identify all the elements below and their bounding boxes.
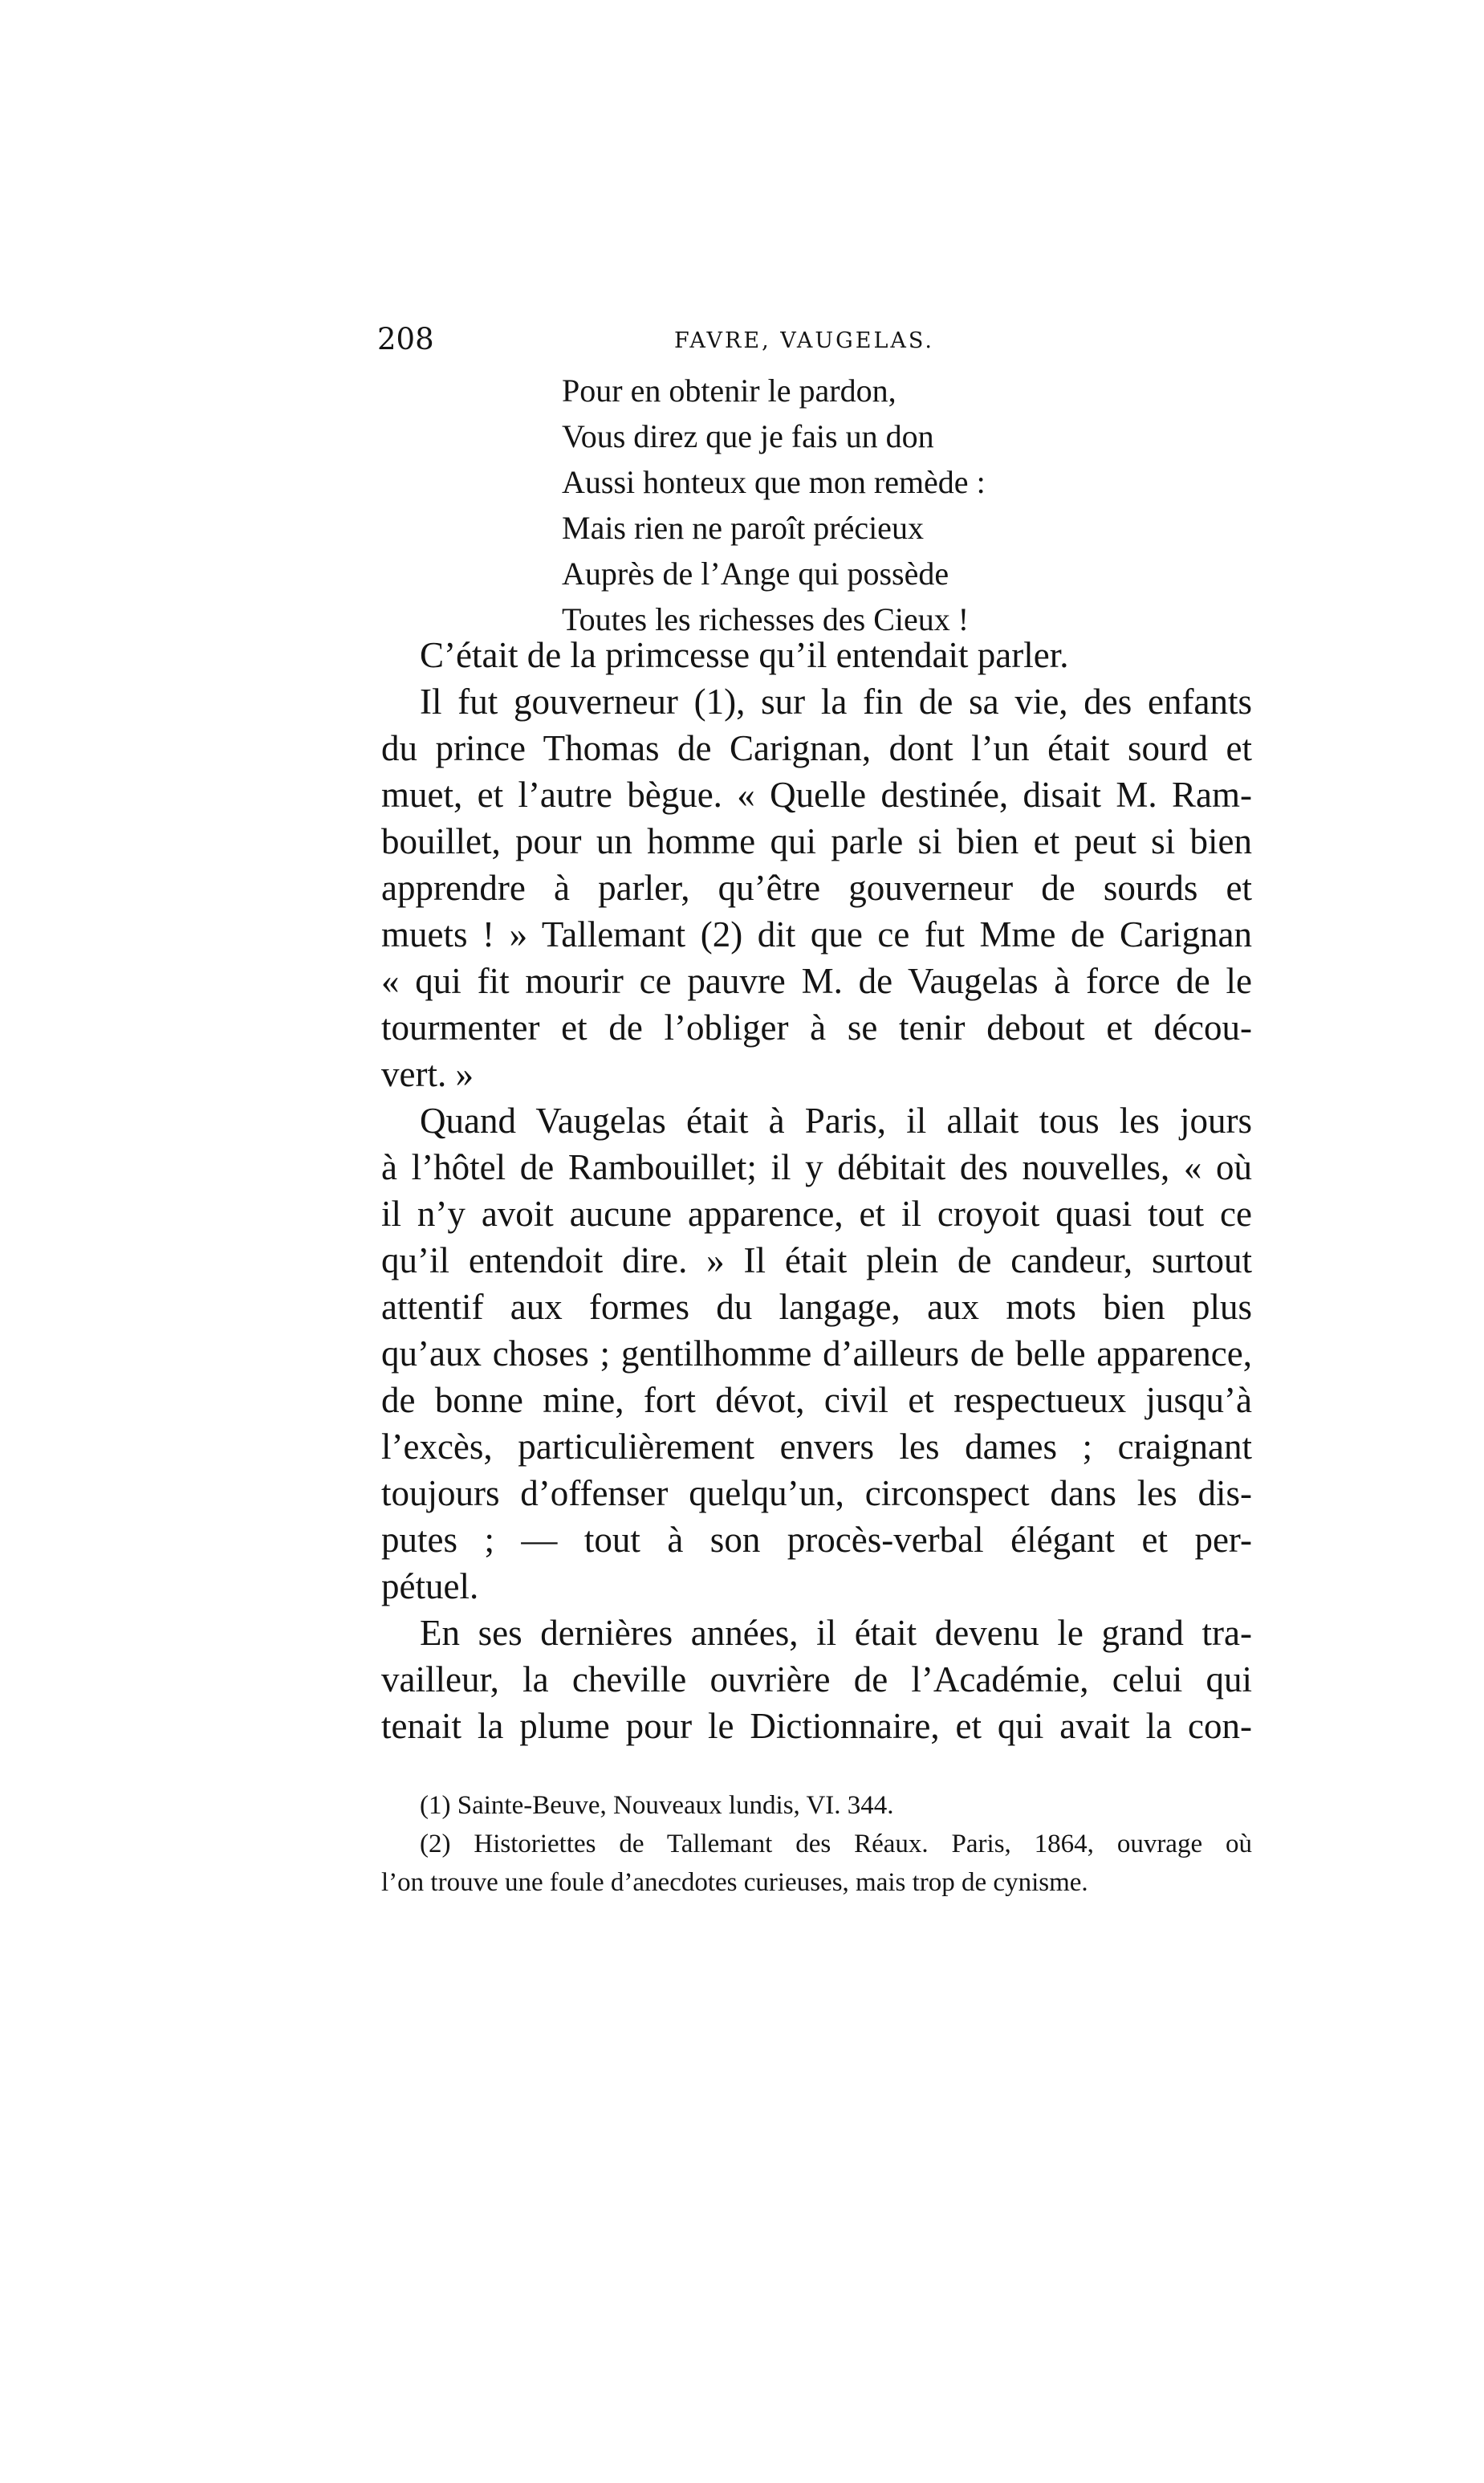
verse-line: Pour en obtenir le pardon, xyxy=(562,372,896,409)
text-line: à l’hôtel de Rambouillet; il y débitait des nouvelles, « où xyxy=(381,1147,1252,1187)
text-line: qu’il entendoit dire. » Il était plein de candeur, surtout xyxy=(381,1240,1252,1280)
verse-line: Toutes les richesses des Cieux ! xyxy=(562,601,970,637)
footnote: (1) Sainte-Beuve, Nouveaux lundis, VI. 344. xyxy=(420,1791,894,1820)
text-line: apprendre à parler, qu’être gouverneur de sourds et xyxy=(381,868,1252,908)
footnotes xyxy=(381,1786,1252,1902)
text-line: toujours d’offenser quelqu’un, circonspect dans les dis- xyxy=(381,1473,1252,1513)
text-line: tourmenter et de l’obliger à se tenir debout et décou- xyxy=(381,1007,1252,1048)
text-line: qu’aux choses ; gentilhomme d’ailleurs de belle apparence, xyxy=(381,1333,1252,1374)
text-line: l’excès, particulièrement envers les dames ; craignant xyxy=(381,1427,1252,1467)
text-line: Il fut gouverneur (1), sur la fin de sa vie, des enfants xyxy=(420,682,1252,722)
verse-quotation xyxy=(562,368,1284,642)
verse-line: Auprès de l’Ange qui possède xyxy=(562,556,949,592)
text-line: putes ; — tout à son procès-verbal élégant et per- xyxy=(381,1520,1252,1560)
text-line: il n’y avoit aucune apparence, et il croyoit quasi tout ce xyxy=(381,1194,1252,1234)
running-head: FAVRE, VAUGELAS. xyxy=(674,328,934,353)
body-text xyxy=(381,632,1252,1749)
text-line: muets ! » Tallemant (2) dit que ce fut Mme de Carignan xyxy=(381,914,1252,955)
verse-line: Aussi honteux que mon remède : xyxy=(562,464,986,500)
text-line: attentif aux formes du langage, aux mots bien plus xyxy=(381,1287,1252,1327)
footnote: (2) Historiettes de Tallemant des Réaux. Paris, 1864, ouvrage où xyxy=(420,1830,1252,1858)
text-line: de bonne mine, fort dévot, civil et respectueux jusqu’à xyxy=(381,1380,1252,1420)
text-line: En ses dernières années, il était devenu le grand tra- xyxy=(420,1613,1252,1653)
page-header xyxy=(377,320,1260,360)
text-line: C’était de la primcesse qu’il entendait parler. xyxy=(420,635,1069,675)
text-line: Quand Vaugelas était à Paris, il allait tous les jours xyxy=(420,1101,1252,1141)
text-line: bouillet, pour un homme qui parle si bien et peut si bien xyxy=(381,821,1252,861)
page-number: 208 xyxy=(377,322,434,356)
text-line: vailleur, la cheville ouvrière de l’Académie, celui qui xyxy=(381,1659,1252,1699)
footnote: l’on trouve une foule d’anecdotes curieuses, mais trop de cynisme. xyxy=(381,1868,1088,1897)
text-line: muet, et l’autre bègue. « Quelle destinée, disait M. Ram- xyxy=(381,775,1252,815)
text-line: vert. » xyxy=(381,1054,474,1094)
text-line: pétuel. xyxy=(381,1566,479,1606)
verse-line: Vous direz que je fais un don xyxy=(562,418,934,454)
verse-line: Mais rien ne paroît précieux xyxy=(562,510,924,546)
text-line: tenait la plume pour le Dictionnaire, et qui avait la con- xyxy=(381,1706,1252,1746)
text-line: du prince Thomas de Carignan, dont l’un était sourd et xyxy=(381,728,1252,768)
text-line: « qui fit mourir ce pauvre M. de Vaugelas à force de le xyxy=(381,961,1252,1001)
